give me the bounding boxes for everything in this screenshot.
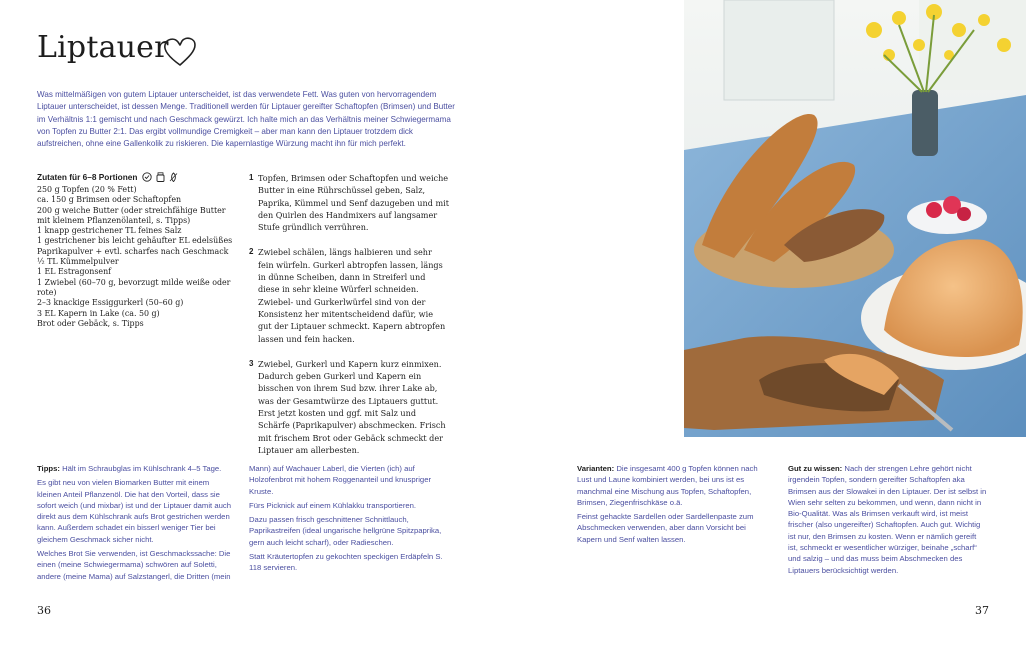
step-number: 3 <box>249 358 254 368</box>
food-photo <box>684 0 1026 437</box>
tips-continued <box>249 463 449 577</box>
jar-icon <box>156 172 165 182</box>
variants-section: Varianten: Die insgesamt 400 g Topfen können nach Lust und Laune kombiniert werden, bei uns ist es manchmal eine Mischung aus Topfen, Schaftopfen, Brimsen, Ziegenfrischkäse o.ä. Feinst gehackte Sardellen oder Sardellenpaste zum Abschmecken verwenden, aber dann Vorsicht bei Kapern und Senf walten lassen. <box>577 463 770 548</box>
step-text: Zwiebel, Gurkerl und Kapern kurz einmixen. Dadurch geben Gurkerl und Kapern ein bisschen von ihrem Sud bzw. ihrer Lake ab, was der Gesamtwürze des Liptauers guttut. Erst jetzt kosten und ggf. mit Salz und Schärfe (Paprikapulver) abschmecken. Frisch mit frischem Brot oder Gebäck schmeckt der Liptauer am allerbesten. <box>258 358 446 455</box>
recipe-intro: Was mittelmäßigen von gutem Liptauer unterscheidet, ist das verwendete Fett. Was guten von hervorragendem Liptauer unterscheidet, ist dessen Menge. Traditionell werden für Liptauer gereifter Schaftopfen (Brimsen) und Butter im Verhältnis 1:1 gemischt und nach Geschmack gewürzt. Ich halte mich an das Verhältnis meiner Schwiegermama von Topfen zu Butter 2:1. Das ergibt vollmundige Cremigkeit – aber man kann den Liptauer trotzdem dick aufstreichen, ohne eine Gallenkolik zu riskieren. Die kapernlastige Würzung macht ihn für mich perfekt. <box>37 90 455 149</box>
step-number: 1 <box>249 173 254 182</box>
list-item: 250 g Topfen (20 % Fett) <box>37 185 137 194</box>
list-item: Brot oder Gebäck, s. Tipps <box>37 318 144 328</box>
list-item: 2–3 knackige Essiggurkerl (50–60 g) <box>37 298 184 308</box>
tips-section: Tipps: Hält im Schraubglas im Kühlschrank 4–5 Tage. Es gibt neu von vielen Biomarken Butter mit einem kleinen Anteil Pflanzenöl. Die hat den Vorteil, dass sie sofort weich (und mixbar) ist und der Liptauer damit auch direkt aus dem Kühlschrank aufs Brot gestrichen werden kann. Außerdem schadet ein bisserl weniger Tier bei gleichem Geschmack sicher nicht. Welches Brot Sie verwenden, ist Geschmackssache: Die einen (meine Schwiegermama) schwören auf Soletti, andere (meine Mama) auf Salzstangerl, die Dritten (mein <box>37 463 234 585</box>
list-item: ½ TL Kümmelpulver <box>37 257 119 267</box>
recipe-title: Liptauer <box>37 30 169 65</box>
good-to-know-section: Gut zu wissen: Nach der strengen Lehre gehört nicht irgendein Topfen, sondern gereifter Schaftopfen aka Brimsen aus der Slowakei in den Liptauer. Der ist selbst in Wien sehr selten zu bekommen, und wenn, dann nicht in Bio-Qualität. Was als Brimsen verkauft wird, ist meist frischer (also ungereifter) Schaftopfen. Auch gut. Wichtig ist nur, den Brimsen zu kosten. Wenn er nämlich gereift ist, schmeckt er wesentlicher würziger, beinahe „scharf“ und salzig – und das muss beim Abschmecken des Liptauers berücksichtigt werden. <box>788 464 987 575</box>
list-item: 1 Zwiebel (60–70 g, bevorzugt milde weiße oder rote) <box>37 277 231 297</box>
tips-label: Tipps: <box>37 464 60 473</box>
list-item: ca. 150 g Brimsen oder Schaftopfen <box>37 195 182 205</box>
tips-paragraph: Welches Brot Sie verwenden, ist Geschmackssache: Die einen (meine Schwiegermama) schwören auf Soletti, andere (meine Mama) auf Salzstangerl, die Dritten (mein <box>37 549 231 581</box>
heart-outline-icon <box>162 36 198 68</box>
tips-paragraph: Mann) auf Wachauer Laberl, die Vierten (ich) auf Holzofenbrot mit hohem Roggenanteil und knuspriger Kruste. <box>249 464 432 496</box>
step-text: Topfen, Brimsen oder Schaftopfen und weiche Butter in eine Rührschüssel geben, Salz, Paprika, Kümmel und Senf dazugeben und mit den Quirlen des Handmixers auf langsamer Stufe gründlich verrühren. <box>258 173 450 233</box>
tips-paragraph: Es gibt neu von vielen Biomarken Butter mit einem kleinen Anteil Pflanzenöl. Die hat den Vorteil, dass sie sofort weich (und mixbar) ist und der Liptauer damit auch direkt aus dem Kühlschrank aufs Brot gestrichen werden kann. Außerdem schadet ein bisserl weniger Tier bei gleichem Geschmack sicher nicht. <box>37 478 231 544</box>
list-item: 1 EL Estragonsenf <box>37 267 112 277</box>
list-item: 1 gestrichener bis leicht gehäufter EL edelsüßes Paprikapulver + evtl. scharfes nach Geschmack <box>37 236 233 256</box>
tips-paragraph: Fürs Picknick auf einem Kühlakku transportieren. <box>249 500 417 510</box>
good-to-know-label: Gut zu wissen: <box>788 464 843 473</box>
tips-paragraph: Dazu passen frisch geschnittener Schnittlauch, Paprikastreifen (ideal ungarische hellgrüne Spitzpaprika, gern auch leicht scharf), oder Radieschen. <box>249 515 442 547</box>
page-number-left: 36 <box>37 604 51 617</box>
gluten-free-icon <box>169 172 178 182</box>
step-number: 2 <box>249 247 254 257</box>
ingredient-list <box>37 185 237 329</box>
ingredients-heading: Zutaten für 6–8 Portionen <box>37 172 178 182</box>
preparation-steps <box>249 172 449 469</box>
variants-label: Varianten: <box>577 464 615 473</box>
tips-paragraph: Statt Kräutertopfen zu gekochten speckigen Erdäpfeln S. 118 servieren. <box>249 552 443 573</box>
page-number-right: 37 <box>975 604 989 617</box>
step-text: Zwiebel schälen, längs halbieren und sehr fein würfeln. Gurkerl abtropfen lassen, längs in dünne Scheiben, dann in Streiferl und diese in sehr kleine Würferl schneiden. Zwiebel- und Gurkerlwürfel sind von der Konsistenz her mitentscheidend dafür, wie gut der Liptauer schmeckt. Kapern abtropfen lassen und fein hacken. <box>258 247 446 344</box>
list-item: 1 knapp gestrichener TL feines Salz <box>37 226 182 236</box>
vegetarian-icon <box>142 172 152 182</box>
variants-paragraph: Feinst gehackte Sardellen oder Sardellenpaste zum Abschmecken verwenden, aber dann Vorsicht bei Kapern und Senf walten lassen. <box>577 512 754 544</box>
step <box>249 358 449 456</box>
list-item: 3 EL Kapern in Lake (ca. 50 g) <box>37 308 160 318</box>
step <box>249 246 449 344</box>
step <box>249 172 449 233</box>
list-item: 200 g weiche Butter (oder streichfähige Butter mit kleinem Pflanzenölanteil, s. Tipps) <box>37 205 226 225</box>
